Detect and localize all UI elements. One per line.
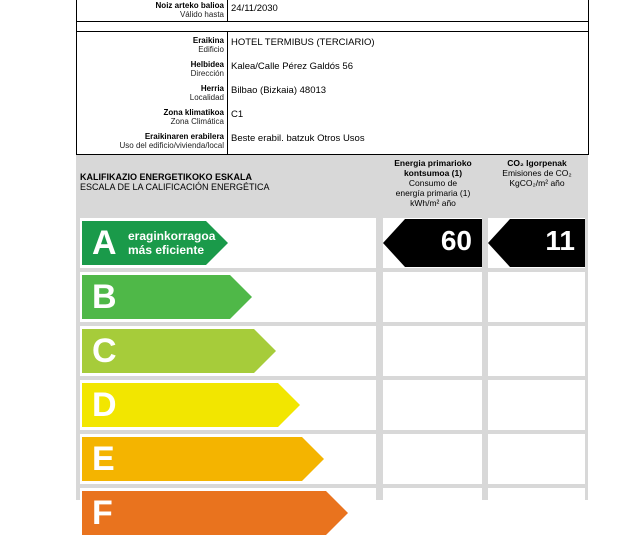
building-row-label-eu: Zona klimatikoa bbox=[163, 108, 224, 117]
building-row-label bbox=[120, 132, 225, 150]
co2-rating-arrow bbox=[488, 219, 585, 267]
energy-header-line1: Energia primarioko bbox=[394, 158, 472, 168]
validity-label bbox=[156, 1, 224, 19]
building-row-label bbox=[164, 108, 224, 126]
energy-cell bbox=[383, 326, 482, 376]
class-letter: F bbox=[92, 494, 113, 532]
energy-rating-arrow bbox=[383, 219, 482, 267]
class-d-arrow bbox=[82, 383, 300, 427]
building-row-label bbox=[190, 84, 224, 102]
co2-cell bbox=[488, 434, 585, 484]
building-row-label-eu: Helbidea bbox=[190, 60, 224, 69]
energy-header-line5: kWh/m² año bbox=[410, 198, 456, 208]
energy-header-line3: Consumo de bbox=[408, 178, 458, 188]
energy-rating-value: 60 bbox=[440, 225, 472, 256]
building-row-label-es: Zona Climática bbox=[170, 117, 224, 126]
building-row-label-es: Localidad bbox=[189, 93, 224, 102]
building-row-label bbox=[193, 36, 224, 54]
validity-bottom-line bbox=[76, 21, 589, 22]
building-row-label-eu: Eraikina bbox=[192, 36, 224, 45]
class-letter: E bbox=[92, 440, 115, 478]
label-divider bbox=[227, 0, 228, 21]
co2-cell bbox=[488, 380, 585, 430]
energy-cell bbox=[383, 488, 482, 538]
validity-label-es: Válido hasta bbox=[179, 10, 224, 19]
energy-header-line4: energía primaria (1) bbox=[395, 188, 471, 198]
building-row-label-eu: Herria bbox=[200, 84, 224, 93]
building-row-label-eu: Eraikinaren erabilera bbox=[144, 132, 224, 141]
class-letter: D bbox=[92, 386, 117, 424]
co2-column-header bbox=[486, 158, 588, 188]
validity-value: 24/11/2030 bbox=[231, 3, 278, 14]
building-row-value: Kalea/Calle Pérez Galdós 56 bbox=[231, 61, 353, 72]
building-row-value: Bilbao (Bizkaia) 48013 bbox=[231, 85, 327, 96]
co2-header-line1: CO₂ Igorpenak bbox=[507, 158, 567, 168]
energy-cell bbox=[383, 434, 482, 484]
co2-cell bbox=[488, 488, 585, 538]
building-row-label-es: Uso del edificio/vivienda/local bbox=[119, 141, 224, 150]
right-border bbox=[588, 0, 589, 155]
building-row-value: HOTEL TERMIBUS (TERCIARIO) bbox=[231, 37, 375, 48]
energy-cell bbox=[383, 272, 482, 322]
co2-header-line3: KgCO₂/m² año bbox=[509, 178, 565, 188]
energy-cell bbox=[383, 380, 482, 430]
class-letter: C bbox=[92, 332, 117, 370]
building-row-value: Beste erabil. batzuk Otros Usos bbox=[231, 133, 365, 144]
class-letter: A bbox=[92, 224, 117, 262]
scale-title-eu: KALIFIKAZIO ENERGETIKOKO ESKALA bbox=[80, 172, 253, 182]
class-c-arrow bbox=[82, 329, 276, 373]
building-row-value: C1 bbox=[231, 109, 244, 120]
energy-header-line2: kontsumoa (1) bbox=[403, 168, 463, 178]
building-row-label-es: Edificio bbox=[198, 45, 224, 54]
best-text-eu: eraginkorragoa bbox=[128, 229, 216, 243]
class-f-arrow bbox=[82, 491, 348, 535]
class-letter: B bbox=[92, 278, 117, 316]
building-top-line bbox=[76, 31, 589, 32]
best-text-es: más eficiente bbox=[128, 243, 205, 257]
co2-cell bbox=[488, 272, 585, 322]
building-row-label-es: Dirección bbox=[190, 69, 224, 78]
energy-column-header bbox=[381, 158, 485, 208]
class-e-arrow bbox=[82, 437, 324, 481]
scale-title-es: ESCALA DE LA CALIFICACIÓN ENERGÉTICA bbox=[80, 182, 270, 192]
class-a-arrow bbox=[82, 221, 228, 265]
co2-cell bbox=[488, 326, 585, 376]
building-label-divider bbox=[227, 31, 228, 155]
co2-rating-value: 11 bbox=[545, 225, 575, 256]
co2-header-line2: Emisiones de CO₂ bbox=[502, 168, 572, 178]
building-row-label bbox=[191, 60, 224, 78]
validity-label-eu: Noiz arteko balioa bbox=[155, 1, 224, 10]
class-b-arrow bbox=[82, 275, 252, 319]
